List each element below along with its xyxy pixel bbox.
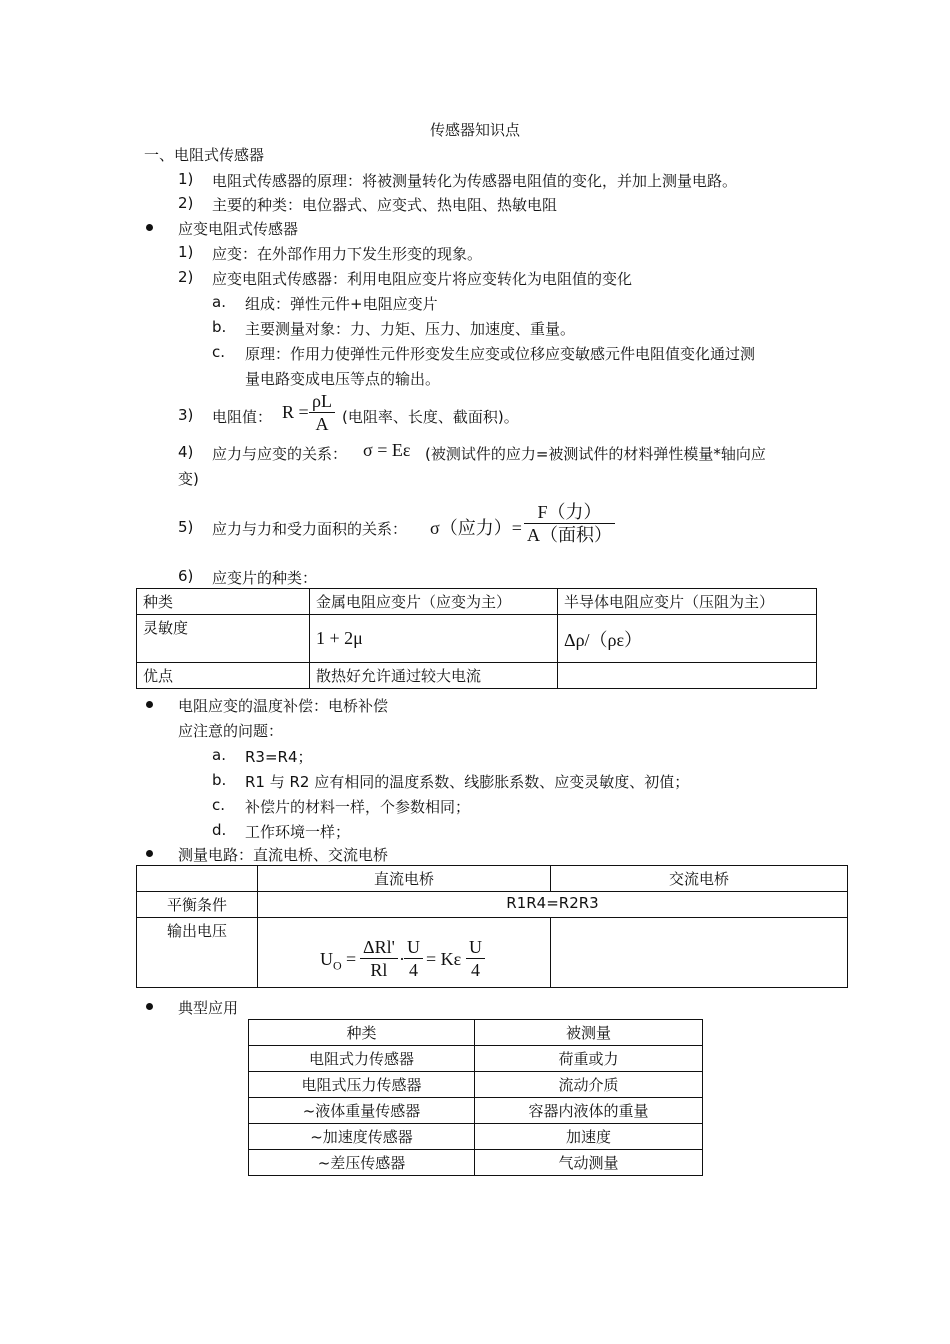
formula-fraction (360, 936, 398, 981)
sub-letter: c. (212, 796, 226, 814)
sub-letter: b. (212, 771, 227, 789)
formula-fraction (404, 936, 423, 981)
fraction-numerator: ΔRl' (360, 936, 398, 959)
table-cell: 散热好允许通过较大电流 (310, 663, 558, 689)
sub-item: 工作环境一样； (245, 823, 351, 841)
fraction-denominator: A (315, 414, 329, 434)
list-item: 电阻式传感器的原理：将被测量转化为传感器电阻值的变化，并加上测量电路。 (212, 172, 738, 190)
formula-note: (被测试件的应力=被测试件的材料弹性模量*轴向应 (425, 445, 766, 463)
table-cell: ~液体重量传感器 (249, 1098, 475, 1124)
formula-label: 电阻值： (212, 408, 273, 426)
fraction-numerator: U (466, 936, 485, 959)
application-table (248, 1019, 703, 1176)
list-number: 1) (178, 170, 194, 188)
table-cell: 加速度 (475, 1124, 703, 1150)
sub-letter: a. (212, 746, 226, 764)
table-cell: ~加速度传感器 (249, 1124, 475, 1150)
table-header (137, 866, 258, 892)
formula-label: 应力与力和受力面积的关系： (212, 520, 408, 538)
table-cell: ~差压传感器 (249, 1150, 475, 1176)
table-header: 交流电桥 (551, 866, 848, 892)
bullet-icon (146, 1003, 153, 1010)
table-cell: 灵敏度 (137, 615, 310, 663)
list-number: 5) (178, 518, 194, 536)
table-header: 种类 (249, 1020, 475, 1046)
table-header: 种类 (137, 589, 310, 615)
fraction-numerator: F（力） (524, 501, 615, 524)
fraction-numerator: U (404, 936, 423, 959)
sub-letter: a. (212, 293, 226, 311)
table-cell: 容器内液体的重量 (475, 1098, 703, 1124)
table-header: 直流电桥 (258, 866, 551, 892)
bridge-table (136, 865, 848, 988)
formula-lhs: R = (282, 402, 309, 422)
section-heading: 测量电路：直流电桥、交流电桥 (178, 846, 389, 864)
list-number: 6) (178, 567, 194, 585)
table-cell: R1R4=R2R3 (258, 892, 848, 918)
table-cell: 平衡条件 (137, 892, 258, 918)
table-header: 半导体电阻应变片（压阻为主） (558, 589, 817, 615)
table-cell (551, 918, 848, 988)
list-number: 2) (178, 268, 194, 286)
table-cell: 电阻式压力传感器 (249, 1072, 475, 1098)
bullet-icon (146, 850, 153, 857)
list-number: 3) (178, 406, 194, 424)
section-heading: 电阻应变的温度补偿：电桥补偿 (178, 697, 389, 715)
section-heading: 一、电阻式传感器 (144, 146, 265, 164)
list-item: 主要的种类：电位器式、应变式、热电阻、热敏电阻 (212, 196, 558, 214)
list-item: 应变：在外部作用力下发生形变的现象。 (212, 245, 483, 263)
list-item: 应变片的种类： (212, 569, 318, 587)
gauge-type-table (136, 588, 817, 689)
sub-item: 原理：作用力使弹性元件形变发生应变或位移应变敏感元件电阻值变化通过测 (245, 345, 756, 363)
stress-strain-formula: σ = Eε (363, 440, 411, 460)
formula-fraction (466, 936, 485, 981)
formula-note: (电阻率、长度、截面积)。 (342, 408, 519, 426)
table-cell: 优点 (137, 663, 310, 689)
table-cell (558, 663, 817, 689)
table-header: 金属电阻应变片（应变为主） (310, 589, 558, 615)
sub-item: R3=R4； (245, 748, 313, 766)
sub-letter: d. (212, 821, 227, 839)
list-number: 2) (178, 194, 194, 212)
sub-item: 主要测量对象：力、力矩、压力、加速度、重量。 (245, 320, 576, 338)
table-cell: 流动介质 (475, 1072, 703, 1098)
stress-fraction (524, 501, 615, 546)
fraction-denominator: A（面积） (527, 525, 612, 545)
sub-item-continued: 量电路变成电压等点的输出。 (245, 370, 441, 388)
section-heading: 应变电阻式传感器 (178, 220, 299, 238)
table-cell: 荷重或力 (475, 1046, 703, 1072)
formula-subscript: O (333, 958, 342, 973)
sub-item: 组成：弹性元件+电阻应变片 (245, 295, 438, 313)
table-header: 被测量 (475, 1020, 703, 1046)
formula-note-continued: 变) (178, 470, 199, 488)
formula-label: 应力与应变的关系： (212, 445, 348, 463)
formula-symbol: U (320, 949, 333, 969)
formula-equals: = Kε (426, 949, 462, 969)
sub-item: R1 与 R2 应有相同的温度系数、线膨胀系数、应变灵敏度、初值； (245, 773, 690, 791)
fraction-denominator: 4 (471, 960, 480, 980)
note-text: 应注意的问题： (178, 722, 284, 740)
table-cell: 电阻式力传感器 (249, 1046, 475, 1072)
page-title: 传感器知识点 (429, 121, 520, 139)
table-cell: 气动测量 (475, 1150, 703, 1176)
formula-lhs (320, 949, 342, 974)
bullet-icon (146, 224, 153, 231)
section-heading: 典型应用 (178, 999, 239, 1017)
list-number: 4) (178, 443, 194, 461)
table-cell: 输出电压 (137, 918, 258, 988)
fraction-denominator: Rl (370, 960, 388, 980)
bullet-icon (146, 701, 153, 708)
list-item: 应变电阻式传感器：利用电阻应变片将应变转化为电阻值的变化 (212, 270, 633, 288)
formula-equals: = (346, 949, 357, 969)
sub-letter: c. (212, 343, 226, 361)
sub-letter: b. (212, 318, 227, 336)
fraction-denominator: 4 (409, 960, 418, 980)
table-cell: 1 + 2μ (310, 615, 558, 663)
formula-lhs: σ（应力）= (430, 518, 522, 538)
formula-dot: · (399, 949, 405, 969)
sub-item: 补偿片的材料一样，个参数相同； (245, 798, 471, 816)
fraction-numerator: ρL (309, 390, 335, 413)
resistance-fraction (309, 390, 335, 435)
list-number: 1) (178, 243, 194, 261)
table-cell: Δρ/（ρε） (558, 615, 817, 663)
